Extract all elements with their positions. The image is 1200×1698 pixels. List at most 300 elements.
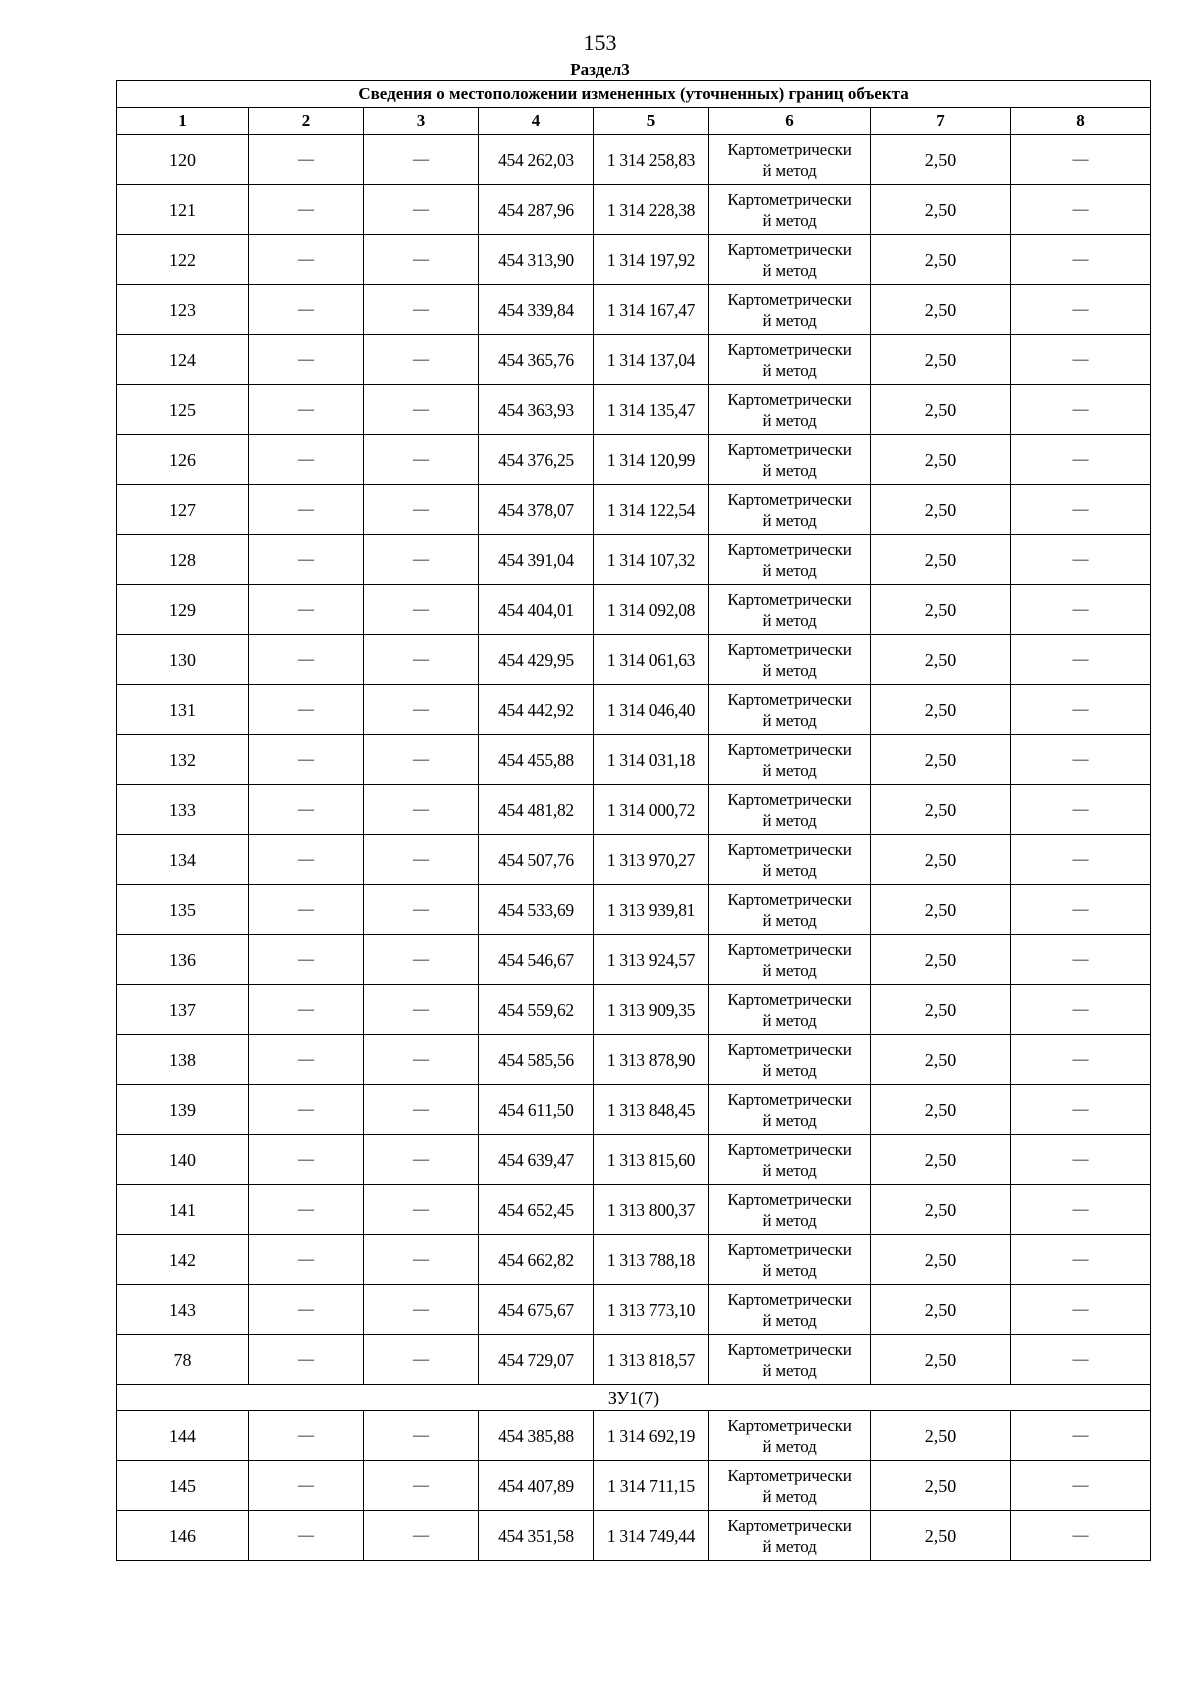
- y-coordinate-cell: 1 313 924,57: [594, 935, 709, 985]
- column-number: 1: [117, 108, 249, 135]
- table-row: [117, 1085, 1151, 1135]
- y-coordinate-cell: 1 314 749,44: [594, 1511, 709, 1561]
- point-number-cell: 145: [117, 1461, 249, 1511]
- empty-dash-cell: —: [249, 585, 364, 635]
- method-line1: Картометрически: [727, 139, 852, 159]
- empty-dash-cell: —: [1011, 1411, 1151, 1461]
- point-number-cell: 135: [117, 885, 249, 935]
- empty-dash-cell: —: [364, 485, 479, 535]
- method-line1: Картометрически: [727, 739, 852, 759]
- empty-dash-cell: —: [364, 735, 479, 785]
- accuracy-cell: 2,50: [871, 1461, 1011, 1511]
- table-row: [117, 585, 1151, 635]
- column-number: 8: [1011, 108, 1151, 135]
- method-line1: Картометрически: [727, 1339, 852, 1359]
- table-row: [117, 485, 1151, 535]
- point-number-cell: 129: [117, 585, 249, 635]
- point-number-cell: 122: [117, 235, 249, 285]
- table-row: [117, 285, 1151, 335]
- empty-dash-cell: —: [1011, 1185, 1151, 1235]
- point-number-cell: 125: [117, 385, 249, 435]
- method-cell: [709, 1285, 871, 1335]
- empty-dash-cell: —: [249, 1335, 364, 1385]
- empty-dash-cell: —: [249, 135, 364, 185]
- method-cell: [709, 1035, 871, 1085]
- method-line1: Картометрически: [727, 1239, 852, 1259]
- empty-dash-cell: —: [364, 385, 479, 435]
- table-row: [117, 1411, 1151, 1461]
- method-cell: [709, 985, 871, 1035]
- method-line2: й метод: [762, 660, 817, 680]
- empty-dash-cell: —: [1011, 685, 1151, 735]
- accuracy-cell: 2,50: [871, 1411, 1011, 1461]
- empty-dash-cell: —: [364, 935, 479, 985]
- y-coordinate-cell: 1 314 135,47: [594, 385, 709, 435]
- method-line2: й метод: [762, 410, 817, 430]
- accuracy-cell: 2,50: [871, 1511, 1011, 1561]
- x-coordinate-cell: 454 481,82: [479, 785, 594, 835]
- table-row: [117, 1461, 1151, 1511]
- x-coordinate-cell: 454 339,84: [479, 285, 594, 335]
- accuracy-cell: 2,50: [871, 235, 1011, 285]
- method-cell: [709, 685, 871, 735]
- table-row: [117, 1135, 1151, 1185]
- method-line1: Картометрически: [727, 939, 852, 959]
- x-coordinate-cell: 454 533,69: [479, 885, 594, 935]
- point-number-cell: 141: [117, 1185, 249, 1235]
- y-coordinate-cell: 1 313 818,57: [594, 1335, 709, 1385]
- y-coordinate-cell: 1 314 258,83: [594, 135, 709, 185]
- method-line1: Картометрически: [727, 489, 852, 509]
- accuracy-cell: 2,50: [871, 885, 1011, 935]
- empty-dash-cell: —: [1011, 585, 1151, 635]
- method-line2: й метод: [762, 1010, 817, 1030]
- empty-dash-cell: —: [364, 835, 479, 885]
- y-coordinate-cell: 1 313 800,37: [594, 1185, 709, 1235]
- method-line2: й метод: [762, 260, 817, 280]
- section-row-group: [117, 1385, 1151, 1411]
- x-coordinate-cell: 454 363,93: [479, 385, 594, 435]
- empty-dash-cell: —: [1011, 985, 1151, 1035]
- method-cell: [709, 535, 871, 585]
- method-cell: [709, 1461, 871, 1511]
- accuracy-cell: 2,50: [871, 1285, 1011, 1335]
- y-coordinate-cell: 1 314 197,92: [594, 235, 709, 285]
- method-line1: Картометрически: [727, 639, 852, 659]
- empty-dash-cell: —: [249, 235, 364, 285]
- empty-dash-cell: —: [1011, 735, 1151, 785]
- method-line2: й метод: [762, 210, 817, 230]
- empty-dash-cell: —: [249, 1511, 364, 1561]
- accuracy-cell: 2,50: [871, 985, 1011, 1035]
- empty-dash-cell: —: [249, 735, 364, 785]
- point-number-cell: 143: [117, 1285, 249, 1335]
- empty-dash-cell: —: [364, 1035, 479, 1085]
- y-coordinate-cell: 1 314 228,38: [594, 185, 709, 235]
- method-line1: Картометрически: [727, 189, 852, 209]
- column-number: 3: [364, 108, 479, 135]
- table-row: [117, 385, 1151, 435]
- empty-dash-cell: —: [249, 1185, 364, 1235]
- method-line2: й метод: [762, 1110, 817, 1130]
- method-cell: [709, 235, 871, 285]
- accuracy-cell: 2,50: [871, 1135, 1011, 1185]
- empty-dash-cell: —: [249, 1285, 364, 1335]
- point-number-cell: 140: [117, 1135, 249, 1185]
- method-cell: [709, 1085, 871, 1135]
- method-cell: [709, 335, 871, 385]
- coordinates-table: [116, 80, 1151, 1561]
- x-coordinate-cell: 454 639,47: [479, 1135, 594, 1185]
- x-coordinate-cell: 454 385,88: [479, 1411, 594, 1461]
- method-cell: [709, 1135, 871, 1185]
- empty-dash-cell: —: [1011, 535, 1151, 585]
- x-coordinate-cell: 454 652,45: [479, 1185, 594, 1235]
- x-coordinate-cell: 454 429,95: [479, 635, 594, 685]
- empty-dash-cell: —: [249, 1411, 364, 1461]
- method-cell: [709, 785, 871, 835]
- point-number-cell: 132: [117, 735, 249, 785]
- table-row: [117, 235, 1151, 285]
- empty-dash-cell: —: [249, 185, 364, 235]
- y-coordinate-cell: 1 314 107,32: [594, 535, 709, 585]
- method-line2: й метод: [762, 160, 817, 180]
- group2-rows: [117, 1411, 1151, 1561]
- y-coordinate-cell: 1 314 167,47: [594, 285, 709, 335]
- method-line2: й метод: [762, 1160, 817, 1180]
- x-coordinate-cell: 454 442,92: [479, 685, 594, 735]
- x-coordinate-cell: 454 729,07: [479, 1335, 594, 1385]
- accuracy-cell: 2,50: [871, 1085, 1011, 1135]
- method-line1: Картометрически: [727, 1039, 852, 1059]
- empty-dash-cell: —: [364, 235, 479, 285]
- y-coordinate-cell: 1 314 000,72: [594, 785, 709, 835]
- method-line1: Картометрически: [727, 789, 852, 809]
- method-line2: й метод: [762, 1436, 817, 1456]
- empty-dash-cell: —: [249, 1235, 364, 1285]
- empty-dash-cell: —: [1011, 1035, 1151, 1085]
- empty-dash-cell: —: [249, 335, 364, 385]
- table-row: [117, 985, 1151, 1035]
- point-number-cell: 133: [117, 785, 249, 835]
- y-coordinate-cell: 1 314 711,15: [594, 1461, 709, 1511]
- empty-dash-cell: —: [364, 1461, 479, 1511]
- table-row: [117, 885, 1151, 935]
- method-line1: Картометрически: [727, 539, 852, 559]
- y-coordinate-cell: 1 314 061,63: [594, 635, 709, 685]
- method-line1: Картометрически: [727, 339, 852, 359]
- y-coordinate-cell: 1 314 046,40: [594, 685, 709, 735]
- empty-dash-cell: —: [249, 1085, 364, 1135]
- method-line1: Картометрически: [727, 439, 852, 459]
- empty-dash-cell: —: [1011, 235, 1151, 285]
- method-line2: й метод: [762, 460, 817, 480]
- empty-dash-cell: —: [249, 635, 364, 685]
- empty-dash-cell: —: [1011, 385, 1151, 435]
- point-number-cell: 142: [117, 1235, 249, 1285]
- method-cell: [709, 285, 871, 335]
- method-cell: [709, 585, 871, 635]
- empty-dash-cell: —: [1011, 335, 1151, 385]
- method-line1: Картометрически: [727, 289, 852, 309]
- method-cell: [709, 485, 871, 535]
- method-line1: Картометрически: [727, 1289, 852, 1309]
- method-cell: [709, 185, 871, 235]
- table-row: [117, 1035, 1151, 1085]
- empty-dash-cell: —: [364, 185, 479, 235]
- method-line2: й метод: [762, 1310, 817, 1330]
- empty-dash-cell: —: [364, 1235, 479, 1285]
- empty-dash-cell: —: [364, 1085, 479, 1135]
- method-cell: [709, 1335, 871, 1385]
- point-number-cell: 120: [117, 135, 249, 185]
- empty-dash-cell: —: [1011, 185, 1151, 235]
- empty-dash-cell: —: [1011, 1285, 1151, 1335]
- point-number-cell: 137: [117, 985, 249, 1035]
- empty-dash-cell: —: [1011, 1461, 1151, 1511]
- method-cell: [709, 1235, 871, 1285]
- empty-dash-cell: —: [249, 935, 364, 985]
- empty-dash-cell: —: [364, 435, 479, 485]
- method-line1: Картометрически: [727, 1189, 852, 1209]
- method-line1: Картометрически: [727, 1415, 852, 1435]
- method-cell: [709, 1411, 871, 1461]
- group1-rows: [117, 135, 1151, 1385]
- method-cell: [709, 1511, 871, 1561]
- empty-dash-cell: —: [364, 1285, 479, 1335]
- empty-dash-cell: —: [249, 435, 364, 485]
- accuracy-cell: 2,50: [871, 585, 1011, 635]
- x-coordinate-cell: 454 611,50: [479, 1085, 594, 1135]
- x-coordinate-cell: 454 391,04: [479, 535, 594, 585]
- accuracy-cell: 2,50: [871, 685, 1011, 735]
- table-row: [117, 1511, 1151, 1561]
- y-coordinate-cell: 1 314 092,08: [594, 585, 709, 635]
- method-line2: й метод: [762, 1360, 817, 1380]
- page-number: 153: [583, 30, 617, 55]
- section-label: ЗУ1(7): [117, 1385, 1151, 1411]
- accuracy-cell: 2,50: [871, 1035, 1011, 1085]
- empty-dash-cell: —: [1011, 1511, 1151, 1561]
- accuracy-cell: 2,50: [871, 1235, 1011, 1285]
- x-coordinate-cell: 454 376,25: [479, 435, 594, 485]
- accuracy-cell: 2,50: [871, 1335, 1011, 1385]
- table-row: [117, 435, 1151, 485]
- method-line1: Картометрически: [727, 839, 852, 859]
- method-line2: й метод: [762, 360, 817, 380]
- table-row: [117, 835, 1151, 885]
- table-row: [117, 1185, 1151, 1235]
- x-coordinate-cell: 454 559,62: [479, 985, 594, 1035]
- empty-dash-cell: —: [364, 1135, 479, 1185]
- empty-dash-cell: —: [249, 485, 364, 535]
- column-number: 4: [479, 108, 594, 135]
- method-line2: й метод: [762, 860, 817, 880]
- method-line2: й метод: [762, 310, 817, 330]
- empty-dash-cell: —: [364, 1185, 479, 1235]
- empty-dash-cell: —: [1011, 1135, 1151, 1185]
- accuracy-cell: 2,50: [871, 935, 1011, 985]
- point-number-cell: 128: [117, 535, 249, 585]
- table-row: [117, 785, 1151, 835]
- empty-dash-cell: —: [364, 635, 479, 685]
- empty-dash-cell: —: [1011, 435, 1151, 485]
- method-cell: [709, 735, 871, 785]
- method-line1: Картометрически: [727, 389, 852, 409]
- point-number-cell: 134: [117, 835, 249, 885]
- empty-dash-cell: —: [364, 285, 479, 335]
- x-coordinate-cell: 454 404,01: [479, 585, 594, 635]
- y-coordinate-cell: 1 313 939,81: [594, 885, 709, 935]
- x-coordinate-cell: 454 262,03: [479, 135, 594, 185]
- method-line2: й метод: [762, 1486, 817, 1506]
- empty-dash-cell: —: [249, 785, 364, 835]
- method-line2: й метод: [762, 710, 817, 730]
- method-line2: й метод: [762, 760, 817, 780]
- empty-dash-cell: —: [249, 285, 364, 335]
- empty-dash-cell: —: [364, 585, 479, 635]
- empty-dash-cell: —: [364, 785, 479, 835]
- x-coordinate-cell: 454 585,56: [479, 1035, 594, 1085]
- method-line2: й метод: [762, 1060, 817, 1080]
- method-line2: й метод: [762, 1210, 817, 1230]
- empty-dash-cell: —: [364, 985, 479, 1035]
- table-row: [117, 535, 1151, 585]
- empty-dash-cell: —: [1011, 1085, 1151, 1135]
- empty-dash-cell: —: [364, 1511, 479, 1561]
- y-coordinate-cell: 1 314 692,19: [594, 1411, 709, 1461]
- y-coordinate-cell: 1 314 031,18: [594, 735, 709, 785]
- table-row: [117, 1285, 1151, 1335]
- empty-dash-cell: —: [1011, 285, 1151, 335]
- accuracy-cell: 2,50: [871, 335, 1011, 385]
- table-row: [117, 185, 1151, 235]
- empty-dash-cell: —: [1011, 135, 1151, 185]
- method-line1: Картометрически: [727, 1139, 852, 1159]
- table-row: [117, 1235, 1151, 1285]
- accuracy-cell: 2,50: [871, 285, 1011, 335]
- empty-dash-cell: —: [249, 1461, 364, 1511]
- accuracy-cell: 2,50: [871, 385, 1011, 435]
- empty-dash-cell: —: [249, 1035, 364, 1085]
- accuracy-cell: 2,50: [871, 535, 1011, 585]
- point-number-cell: 131: [117, 685, 249, 735]
- section-title: Раздел3: [570, 60, 630, 79]
- point-number-cell: 144: [117, 1411, 249, 1461]
- x-coordinate-cell: 454 407,89: [479, 1461, 594, 1511]
- empty-dash-cell: —: [1011, 935, 1151, 985]
- empty-dash-cell: —: [1011, 835, 1151, 885]
- point-number-cell: 138: [117, 1035, 249, 1085]
- x-coordinate-cell: 454 546,67: [479, 935, 594, 985]
- method-cell: [709, 835, 871, 885]
- y-coordinate-cell: 1 314 137,04: [594, 335, 709, 385]
- point-number-cell: 78: [117, 1335, 249, 1385]
- empty-dash-cell: —: [1011, 1235, 1151, 1285]
- table-row: [117, 685, 1151, 735]
- column-number: 7: [871, 108, 1011, 135]
- empty-dash-cell: —: [364, 885, 479, 935]
- empty-dash-cell: —: [1011, 785, 1151, 835]
- point-number-cell: 146: [117, 1511, 249, 1561]
- accuracy-cell: 2,50: [871, 835, 1011, 885]
- empty-dash-cell: —: [249, 885, 364, 935]
- accuracy-cell: 2,50: [871, 135, 1011, 185]
- x-coordinate-cell: 454 351,58: [479, 1511, 594, 1561]
- method-cell: [709, 885, 871, 935]
- method-line2: й метод: [762, 810, 817, 830]
- method-line1: Картометрически: [727, 239, 852, 259]
- table-caption: Сведения о местоположении измененных (уточненных) границ объекта: [117, 81, 1151, 108]
- section-row: [117, 1385, 1151, 1411]
- point-number-cell: 126: [117, 435, 249, 485]
- empty-dash-cell: —: [249, 385, 364, 435]
- empty-dash-cell: —: [364, 685, 479, 735]
- method-line2: й метод: [762, 910, 817, 930]
- accuracy-cell: 2,50: [871, 1185, 1011, 1235]
- empty-dash-cell: —: [1011, 635, 1151, 685]
- y-coordinate-cell: 1 313 848,45: [594, 1085, 709, 1135]
- empty-dash-cell: —: [249, 685, 364, 735]
- empty-dash-cell: —: [249, 1135, 364, 1185]
- table-row: [117, 735, 1151, 785]
- table-row: [117, 935, 1151, 985]
- empty-dash-cell: —: [364, 1411, 479, 1461]
- method-cell: [709, 385, 871, 435]
- method-line1: Картометрически: [727, 589, 852, 609]
- empty-dash-cell: —: [249, 535, 364, 585]
- column-number: 2: [249, 108, 364, 135]
- table-row: [117, 335, 1151, 385]
- method-cell: [709, 935, 871, 985]
- accuracy-cell: 2,50: [871, 485, 1011, 535]
- empty-dash-cell: —: [1011, 885, 1151, 935]
- method-line2: й метод: [762, 1536, 817, 1556]
- method-line1: Картометрически: [727, 1515, 852, 1535]
- empty-dash-cell: —: [364, 535, 479, 585]
- method-line2: й метод: [762, 960, 817, 980]
- method-line2: й метод: [762, 1260, 817, 1280]
- y-coordinate-cell: 1 313 773,10: [594, 1285, 709, 1335]
- accuracy-cell: 2,50: [871, 735, 1011, 785]
- column-number-row: [117, 108, 1151, 135]
- table-row: [117, 1335, 1151, 1385]
- method-cell: [709, 635, 871, 685]
- empty-dash-cell: —: [1011, 1335, 1151, 1385]
- accuracy-cell: 2,50: [871, 185, 1011, 235]
- method-line1: Картометрически: [727, 1465, 852, 1485]
- point-number-cell: 124: [117, 335, 249, 385]
- y-coordinate-cell: 1 313 909,35: [594, 985, 709, 1035]
- column-number: 5: [594, 108, 709, 135]
- y-coordinate-cell: 1 314 120,99: [594, 435, 709, 485]
- table-row: [117, 635, 1151, 685]
- column-number: 6: [709, 108, 871, 135]
- empty-dash-cell: —: [249, 835, 364, 885]
- method-cell: [709, 435, 871, 485]
- y-coordinate-cell: 1 313 815,60: [594, 1135, 709, 1185]
- method-line2: й метод: [762, 610, 817, 630]
- y-coordinate-cell: 1 313 970,27: [594, 835, 709, 885]
- accuracy-cell: 2,50: [871, 785, 1011, 835]
- method-line1: Картометрически: [727, 989, 852, 1009]
- table-row: [117, 135, 1151, 185]
- empty-dash-cell: —: [364, 1335, 479, 1385]
- method-line2: й метод: [762, 560, 817, 580]
- x-coordinate-cell: 454 287,96: [479, 185, 594, 235]
- point-number-cell: 127: [117, 485, 249, 535]
- point-number-cell: 130: [117, 635, 249, 685]
